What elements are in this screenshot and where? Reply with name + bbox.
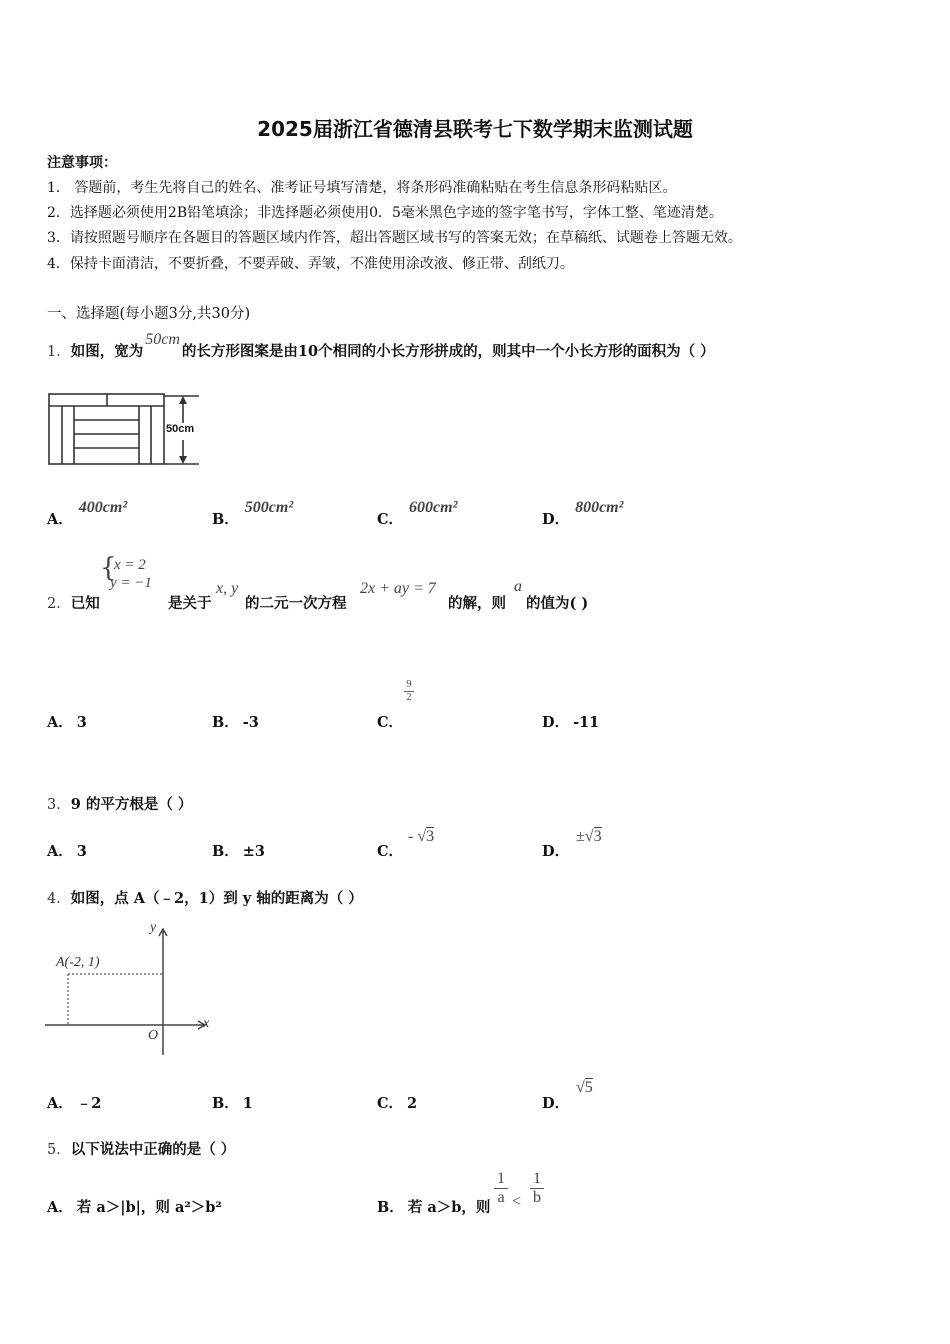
arrow-head-up	[179, 396, 187, 404]
radicand: 3	[426, 828, 435, 845]
option-c	[377, 711, 403, 732]
fraction-1-over-a	[494, 1170, 508, 1207]
question-text: 以下说法中正确的是（ ）	[70, 1141, 236, 1158]
sqrt-icon: √	[576, 1079, 585, 1096]
option-b	[212, 840, 265, 861]
option-letter: C．	[377, 843, 404, 860]
y-axis-label: y	[150, 920, 157, 935]
option-c	[377, 840, 403, 861]
option-value: -3	[242, 714, 259, 731]
note-item: 1． 答题前，考生先将自己的姓名、准考证号填写清楚，将条形码准确粘贴在考生信息条形码粘贴区。	[47, 180, 677, 196]
option-letter: B．	[212, 714, 239, 731]
option-letter: D．	[542, 714, 570, 731]
sqrt-icon: √	[584, 828, 594, 845]
option-letter: D．	[542, 843, 570, 860]
math-a: a	[514, 578, 522, 595]
option-d-value	[576, 828, 602, 846]
notes-heading: 注意事项：	[47, 155, 117, 171]
origin-label: O	[148, 1028, 159, 1043]
question-number: 5．	[47, 1142, 71, 1158]
option-letter: A．	[47, 1199, 73, 1216]
system-eq-2: y = −1	[110, 575, 152, 591]
option-value: -11	[573, 714, 600, 731]
section-heading: 一、选择题(每小题3分,共30分)	[47, 306, 251, 322]
option-text: 若 a＞b，则	[407, 1199, 491, 1216]
fraction-numerator: 1	[533, 1170, 541, 1187]
option-letter: C．	[377, 511, 404, 528]
option-c-value	[408, 828, 434, 846]
math-width: 50cm	[145, 331, 180, 348]
point-a-label: A(-2, 1)	[56, 955, 100, 970]
system-eq-1: x = 2	[114, 557, 146, 573]
math-equation: 2x + ay = 7	[360, 580, 436, 597]
option-b	[377, 1196, 490, 1217]
question-text: 的值为( )	[526, 595, 589, 612]
option-text: 若 a＞|b|，则 a²＞b²	[76, 1199, 222, 1216]
option-a	[47, 499, 128, 529]
sqrt-icon: √	[417, 828, 427, 845]
option-value: 500cm²	[244, 499, 294, 516]
option-a	[47, 711, 87, 732]
option-c	[377, 1092, 417, 1113]
fraction-numerator: 9	[406, 679, 412, 690]
question-number: 2．	[47, 596, 71, 612]
arrow-head-down	[179, 456, 187, 464]
question-text: 是关于	[168, 595, 212, 612]
note-item: 3．请按照题号顺序在各题目的答题区域内作答，超出答题区域书写的答案无效；在草稿纸、试题卷上答题无效。	[47, 230, 742, 246]
fraction-9-over-2	[402, 679, 416, 703]
question-text: 9 的平方根是（ ）	[70, 796, 193, 813]
question-text: 如图，点 A（﹣2，1）到 y 轴的距离为（ ）	[70, 890, 363, 907]
option-letter: C．	[377, 1095, 404, 1112]
option-value: ﹣2	[76, 1095, 102, 1112]
option-letter: B．	[212, 511, 239, 528]
option-a	[47, 840, 87, 861]
page-title: 2025届浙江省德清县联考七下数学期末监测试题	[257, 117, 693, 141]
option-d	[542, 840, 569, 861]
question-text: 的二元一次方程	[245, 595, 347, 612]
question-number: 3．	[47, 797, 71, 813]
option-letter: A．	[47, 1095, 73, 1112]
option-b	[212, 499, 294, 529]
option-letter: D．	[542, 511, 570, 528]
question-text: 的长方形图案是由10个相同的小长方形拼成的，则其中一个小长方形的面积为（ ）	[181, 343, 715, 360]
option-letter: B．	[377, 1199, 404, 1216]
question-2	[47, 592, 100, 613]
option-a	[47, 1196, 222, 1217]
option-b	[212, 711, 259, 732]
option-d-value	[576, 1079, 593, 1097]
note-item: 2．选择题必须使用2B铅笔填涂；非选择题必须使用0．5毫米黑色字迹的签字笔书写，字体工整、笔迹清楚。	[47, 205, 723, 221]
question-4	[47, 887, 363, 908]
math-vars: x, y	[216, 580, 239, 597]
option-d	[542, 499, 624, 529]
question-text: 已知	[70, 595, 100, 612]
option-b	[212, 1092, 253, 1113]
option-letter: A．	[47, 511, 73, 528]
note-item: 4．保持卡面清洁，不要折叠，不要弄破、弄皱，不准使用涂改液、修正带、刮纸刀。	[47, 256, 574, 272]
x-axis-label: x	[203, 1016, 210, 1031]
option-c	[377, 499, 458, 529]
option-value: ±3	[242, 843, 266, 860]
option-d	[542, 711, 599, 732]
minus-sign: -	[408, 828, 418, 845]
question-3	[47, 793, 192, 814]
question-text: 的解，则	[448, 595, 506, 612]
fraction-1-over-b	[530, 1170, 544, 1207]
option-a	[47, 1092, 101, 1113]
option-letter: D．	[542, 1095, 570, 1112]
radicand: 5	[584, 1079, 593, 1096]
system-brace: {	[100, 553, 117, 583]
coordinate-figure	[42, 920, 222, 1060]
option-letter: C．	[377, 714, 404, 731]
question-number: 4．	[47, 891, 71, 907]
figure-label: 50cm	[166, 423, 195, 435]
fraction-denominator: 2	[406, 692, 412, 703]
option-value: 3	[76, 714, 87, 731]
question-5	[47, 1138, 235, 1159]
option-value: 1	[242, 1095, 253, 1112]
question-number: 1．	[47, 344, 71, 360]
option-value: 600cm²	[409, 499, 458, 516]
radicand: 3	[593, 828, 602, 845]
option-letter: B．	[212, 843, 239, 860]
option-d	[542, 1092, 569, 1113]
option-value: 3	[76, 843, 87, 860]
option-value: 2	[407, 1095, 418, 1112]
option-letter: A．	[47, 843, 73, 860]
option-letter: B．	[212, 1095, 239, 1112]
fraction-numerator: 1	[497, 1170, 505, 1187]
option-value: 400cm²	[78, 499, 128, 516]
option-value: 800cm²	[575, 499, 624, 516]
plus-minus-sign: ±	[576, 828, 585, 845]
question-text: 如图，宽为	[70, 343, 144, 360]
less-than-sign: <	[512, 1193, 522, 1210]
option-letter: A．	[47, 714, 73, 731]
question-1	[47, 331, 715, 361]
fraction-denominator: b	[533, 1189, 541, 1206]
fraction-denominator: a	[497, 1189, 505, 1206]
